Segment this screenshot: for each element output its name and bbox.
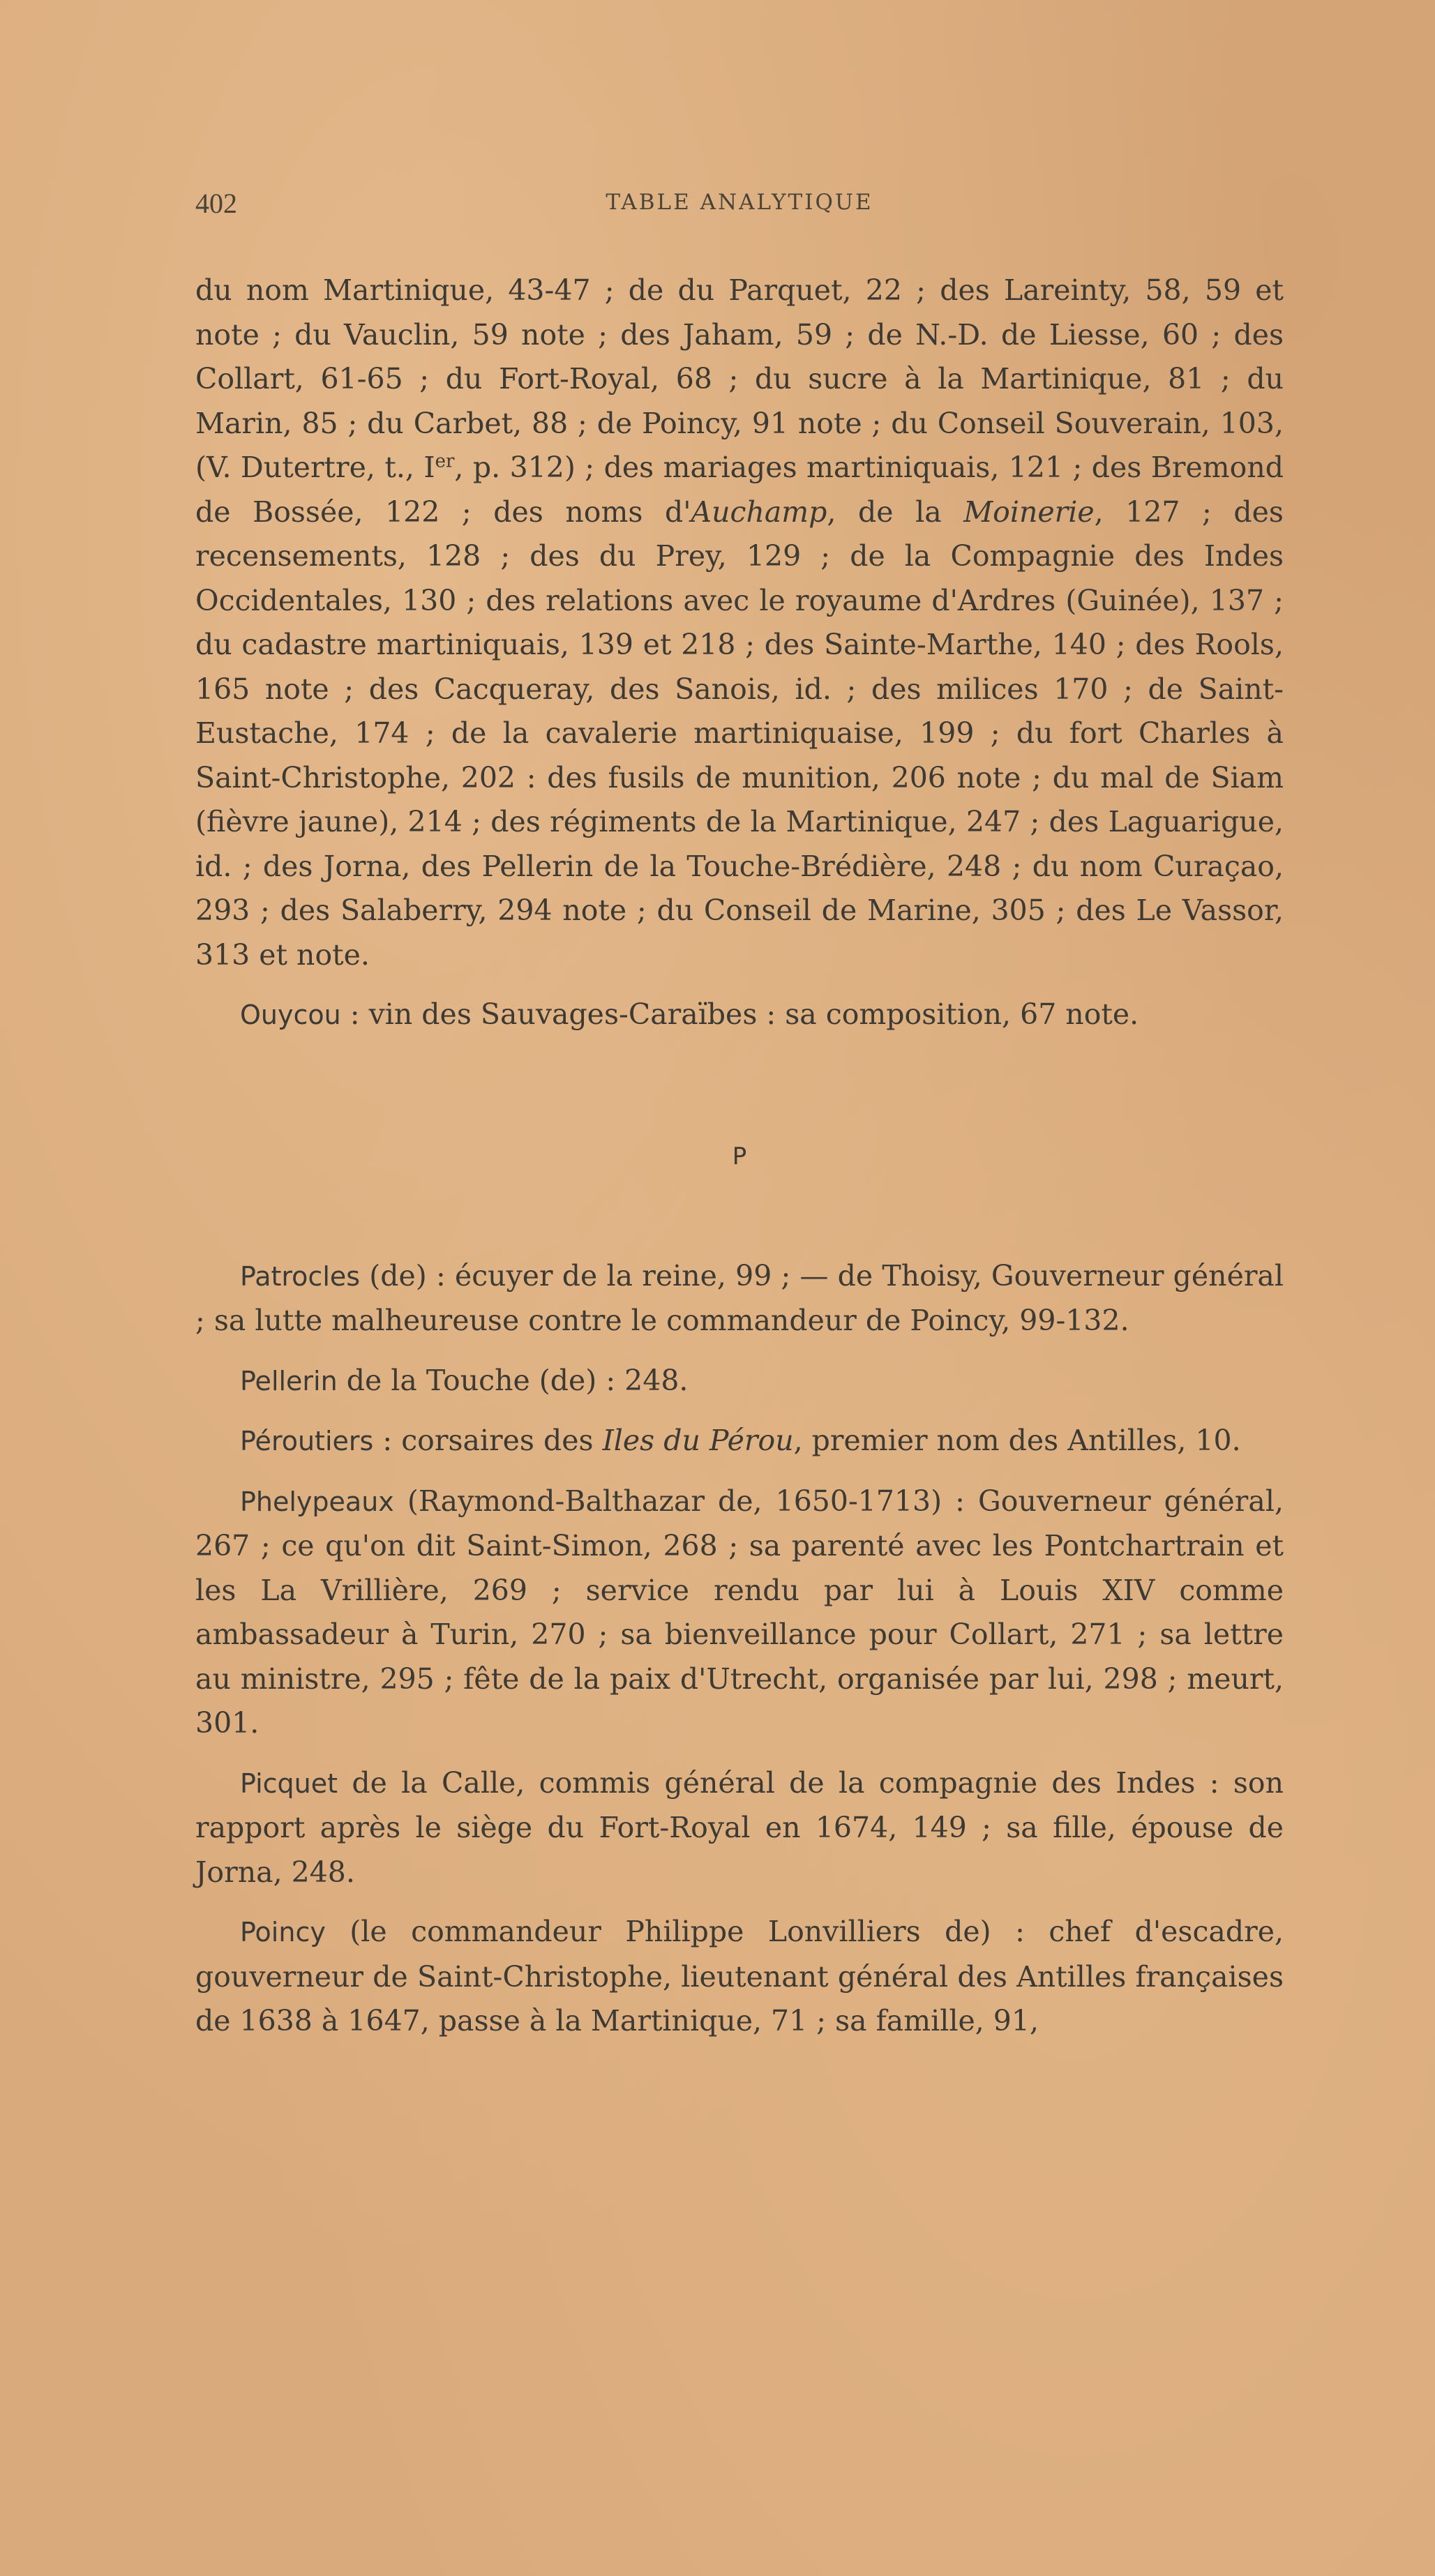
continued-text-d: , 127 ; des recensements, 128 ; des du Prey, 129 ; de la Compagnie des Indes Occidentales, 130 ; des relations avec le royaume d'Ardres (Guinée), 137 ; du cadastre martiniquais, 139 et 218 ; des Sainte-Marthe, 140 ; des Rools, 165 note ; des Cacqueray, des Sanois, id. ; des milices 170 ; de Saint-Eustache, 174 ; de la cavalerie martiniquaise, 199 ; du fort Charles à Saint-Christophe, 202 : des fusils de munition, 206 note ; du mal de Siam (fièvre jaune), 214 ; des régiments de la Martinique, 247 ; des Laguarigue, id. ; des Jorna, des Pellerin de la Touche-Brédière, 248 ; du nom Curaçao, 293 ; des Salaberry, 294 note ; du Conseil de Marine, 305 ; des Le Vassor, 313 et note. [195, 495, 1284, 972]
entry-text: : vin des Sauvages-Caraïbes : sa composition, 67 note. [340, 997, 1139, 1031]
entry-text: de la Touche (de) : 248. [337, 1363, 689, 1397]
entry-peroutiers [195, 1419, 1284, 1464]
superscript-er: er [435, 451, 455, 472]
entry-pellerin [195, 1359, 1284, 1404]
entry-head: Pellerin [240, 1365, 338, 1396]
page-number: 402 [195, 188, 237, 219]
continued-text-c: , de la [827, 495, 964, 529]
entry-phelypeaux [195, 1479, 1284, 1746]
entry-text: : corsaires des [373, 1424, 603, 1457]
entry-text: (Raymond-Balthazar de, 1650-1713) : Gouverneur général, 267 ; ce qu'on dit Saint-Simon, 268 ; sa parenté avec les Pontchartrain et les La Vrillière, 269 ; service rendu par lui à Louis XIV comme ambassadeur à Turin, 270 ; sa bienveillance pour Collart, 271 ; sa lettre au ministre, 295 ; fête de la paix d'Utrecht, organisée par lui, 298 ; meurt, 301. [195, 1484, 1284, 1740]
entry-text: (de) : écuyer de la reine, 99 ; — de Thoisy, Gouverneur général ; sa lutte malheureuse contre le commandeur de Poincy, 99-132. [195, 1258, 1284, 1337]
italic-moinerie: Moinerie [963, 495, 1095, 529]
entry-ouycou [195, 993, 1284, 1038]
entry-text: (le commandeur Philippe Lonvilliers de) : chef d'escadre, gouverneur de Saint-Christophe, lieutenant général des Antilles françaises de 1638 à 1647, passe à la Martinique, 71 ; sa famille, 91, [195, 1915, 1284, 2038]
entry-poincy [195, 1910, 1284, 2044]
italic-auchamp: Auchamp [691, 495, 827, 529]
entry-text-end: , premier nom des Antilles, 10. [793, 1424, 1241, 1457]
entry-picquet [195, 1761, 1284, 1895]
index-body [195, 269, 1284, 2044]
continued-text-b: , p. 312) ; des mariages martiniquais, 121 ; des Bremond de Bossée, 122 ; des noms d' [195, 451, 1284, 529]
entry-head: Phelypeaux [240, 1486, 394, 1517]
entry-text: de la Calle, commis général de la compagnie des Indes : son rapport après le siège du Fort-Royal en 1674, 149 ; sa fille, épouse de Jorna, 248. [195, 1765, 1284, 1889]
running-title: TABLE ANALYTIQUE [606, 190, 873, 215]
entry-head: Poincy [240, 1917, 326, 1948]
entry-head: Ouycou [240, 1000, 341, 1030]
italic-iles-du-perou: Iles du Pérou [602, 1424, 794, 1457]
entry-head: Picquet [240, 1768, 338, 1799]
entry-head: Péroutiers [240, 1426, 374, 1456]
continued-entry [195, 269, 1284, 977]
section-letter: P [732, 1142, 747, 1170]
continued-text-a: du nom Martinique, 43-47 ; de du Parquet, 22 ; des Lareinty, 58, 59 et note ; du Vauclin, 59 note ; des Jaham, 59 ; de N.-D. de Liesse, 60 ; des Collart, 61-65 ; du Fort-Royal, 68 ; du sucre à la Martinique, 81 ; du Marin, 85 ; du Carbet, 88 ; de Poincy, 91 note ; du Conseil Souverain, 103, (V. Dutertre, t., I [195, 273, 1284, 484]
running-head [195, 187, 1284, 229]
entry-head: Patrocles [240, 1260, 361, 1292]
entry-patrocles [195, 1254, 1284, 1343]
